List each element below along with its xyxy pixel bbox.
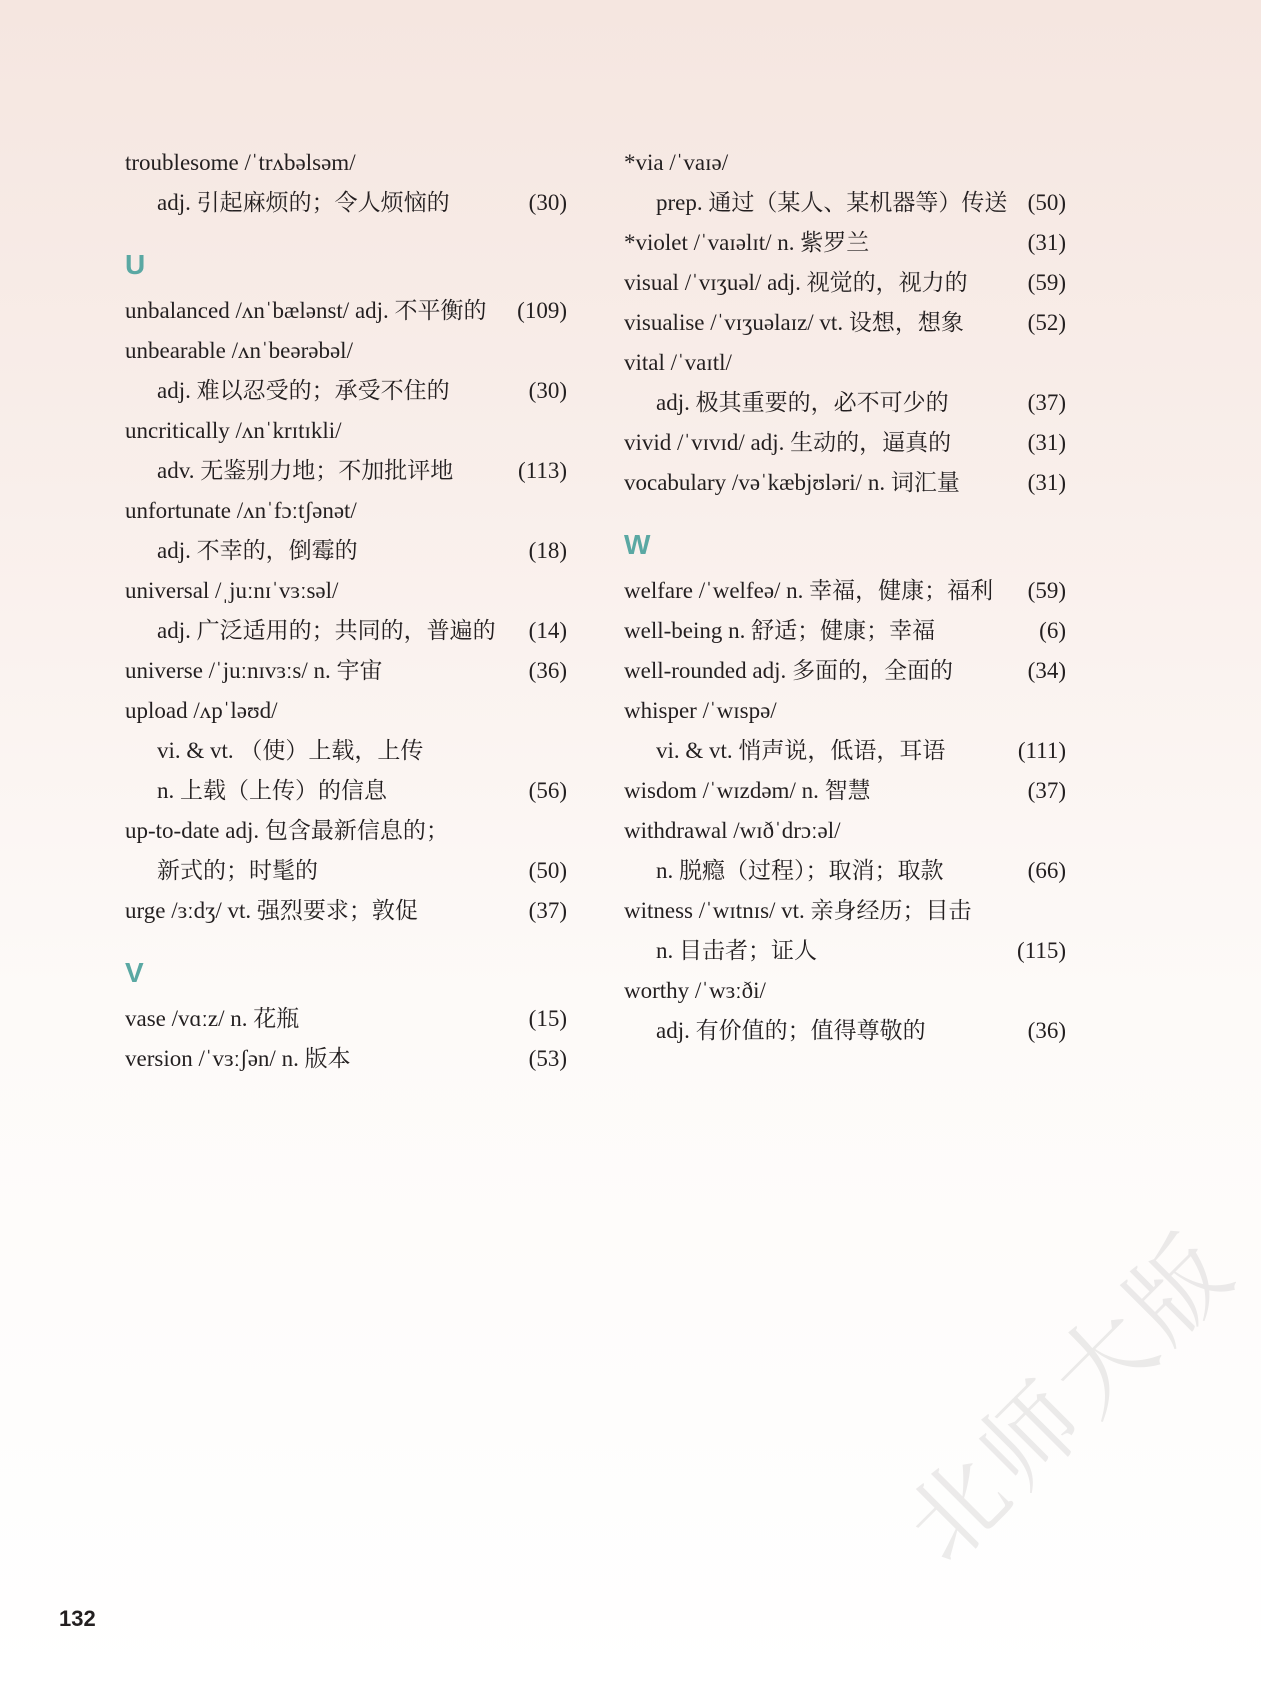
glossary-entry-line (624, 223, 1066, 263)
glossary-entry-line (125, 1039, 567, 1079)
entry-text: universe /ˈjuːnɪvɜːs/ n. 宇宙 (125, 658, 383, 683)
entry-text: up-to-date adj. 包含最新信息的； (125, 818, 449, 843)
page-reference: (52) (1027, 310, 1066, 335)
page-reference: (56) (528, 778, 567, 803)
entry-text: worthy /ˈwɜːði/ (624, 978, 766, 1003)
entry-text: well-being n. 舒适；健康；幸福 (624, 618, 936, 643)
entry-text: wisdom /ˈwɪzdəm/ n. 智慧 (624, 778, 871, 803)
page-reference: (31) (1027, 470, 1066, 495)
glossary-definition-line (624, 383, 1066, 423)
glossary-entry-line (125, 143, 567, 183)
entry-text: welfare /ˈwelfeə/ n. 幸福，健康；福利 (624, 578, 994, 603)
entry-text: *violet /ˈvaɪəlɪt/ n. 紫罗兰 (624, 230, 870, 255)
glossary-definition-line (125, 771, 567, 811)
glossary-entry-line (125, 651, 567, 691)
glossary-entry-line (624, 891, 1066, 931)
entry-text: unbalanced /ʌnˈbælənst/ adj. 不平衡的 (125, 298, 487, 323)
glossary-entry-line (125, 291, 567, 331)
glossary-entry-line (624, 303, 1066, 343)
entry-text: upload /ʌpˈləʊd/ (125, 698, 278, 723)
page-reference: (31) (1027, 430, 1066, 455)
entry-text: adj. 引起麻烦的；令人烦恼的 (157, 190, 450, 215)
glossary-definition-line (624, 1011, 1066, 1051)
glossary-definition-line (125, 531, 567, 571)
page-number: 132 (59, 1606, 96, 1631)
entry-text: whisper /ˈwɪspə/ (624, 698, 777, 723)
glossary-entry-line (624, 811, 1066, 851)
glossary-entry-line (624, 651, 1066, 691)
entry-text: adj. 广泛适用的；共同的，普遍的 (157, 618, 496, 643)
page-reference: (37) (1027, 778, 1066, 803)
entry-text: vocabulary /vəˈkæbjʊləri/ n. 词汇量 (624, 470, 960, 495)
glossary-entry-line (624, 971, 1066, 1011)
entry-text: vi. & vt. 悄声说，低语，耳语 (656, 738, 946, 763)
entry-text: urge /ɜːdʒ/ vt. 强烈要求；敦促 (125, 898, 418, 923)
glossary-entry-line (624, 691, 1066, 731)
entry-text: adj. 极其重要的，必不可少的 (656, 390, 949, 415)
page-reference: (115) (1017, 938, 1066, 963)
glossary-entry-line (624, 771, 1066, 811)
entry-text: visualise /ˈvɪʒuəlaɪz/ vt. 设想，想象 (624, 310, 964, 335)
page-reference: (31) (1027, 230, 1066, 255)
entry-text: adj. 难以忍受的；承受不住的 (157, 378, 450, 403)
page-reference: (59) (1027, 270, 1066, 295)
glossary-definition-line (125, 451, 567, 491)
page-reference: (66) (1027, 858, 1066, 883)
entry-text: adj. 有价值的；值得尊敬的 (656, 1018, 926, 1043)
page-reference: (18) (528, 538, 567, 563)
page-reference: (37) (528, 898, 567, 923)
glossary-right-column (624, 143, 1066, 1051)
entry-text: vi. & vt. （使）上载，上传 (157, 738, 424, 763)
glossary-entry-line (125, 891, 567, 931)
glossary-entry-line (125, 999, 567, 1039)
entry-text: n. 目击者；证人 (656, 938, 817, 963)
entry-text: well-rounded adj. 多面的，全面的 (624, 658, 953, 683)
publisher-watermark: 北师大版 (884, 1209, 1258, 1584)
page-reference: (53) (528, 1046, 567, 1071)
page-reference: (36) (528, 658, 567, 683)
page-reference: (37) (1027, 390, 1066, 415)
page-reference: (36) (1027, 1018, 1066, 1043)
entry-text: n. 上载（上传）的信息 (157, 778, 387, 803)
page-reference: (34) (1027, 658, 1066, 683)
glossary-entry-line (624, 571, 1066, 611)
page-reference: (6) (1039, 618, 1066, 643)
page-reference: (15) (528, 1006, 567, 1031)
page-reference: (111) (1017, 738, 1066, 763)
glossary-entry-line (624, 143, 1066, 183)
glossary-definition-line (125, 611, 567, 651)
glossary-entry-line (624, 263, 1066, 303)
glossary-definition-line (125, 371, 567, 411)
entry-text: prep. 通过（某人、某机器等）传送 (656, 190, 1008, 215)
page-reference: (14) (528, 618, 567, 643)
glossary-definition-line (624, 931, 1066, 971)
page-reference: (30) (528, 190, 567, 215)
glossary-definition-line (125, 731, 567, 771)
entry-text: version /ˈvɜːʃən/ n. 版本 (125, 1046, 351, 1071)
entry-text: universal /ˌjuːnɪˈvɜːsəl/ (125, 578, 339, 603)
entry-text: troublesome /ˈtrʌbəlsəm/ (125, 150, 356, 175)
glossary-entry-line (125, 331, 567, 371)
glossary-definition-line (125, 851, 567, 891)
glossary-entry-line (125, 491, 567, 531)
entry-text: uncritically /ʌnˈkrɪtɪkli/ (125, 418, 342, 443)
glossary-left-column (125, 143, 567, 1079)
entry-text: unfortunate /ʌnˈfɔːtʃənət/ (125, 498, 357, 523)
glossary-definition-line (624, 851, 1066, 891)
glossary-entry-line (125, 811, 567, 851)
page-reference: (50) (1027, 190, 1066, 215)
entry-text: vase /vɑːz/ n. 花瓶 (125, 1006, 300, 1031)
glossary-entry-line (624, 611, 1066, 651)
glossary-entry-line (125, 571, 567, 611)
entry-text: vivid /ˈvɪvɪd/ adj. 生动的，逼真的 (624, 430, 952, 455)
letter-heading: V (125, 957, 144, 988)
letter-heading: W (624, 529, 651, 560)
glossary-entry-line (624, 463, 1066, 503)
glossary-definition-line (624, 183, 1066, 223)
entry-text: unbearable /ʌnˈbeərəbəl/ (125, 338, 353, 363)
entry-text: 新式的；时髦的 (157, 858, 318, 883)
glossary-entry-line (624, 423, 1066, 463)
page-reference: (113) (518, 458, 567, 483)
entry-text: n. 脱瘾（过程）；取消；取款 (656, 858, 944, 883)
glossary-entry-line (125, 691, 567, 731)
entry-text: vital /ˈvaɪtl/ (624, 350, 732, 375)
entry-text: adj. 不幸的，倒霉的 (157, 538, 358, 563)
entry-text: adv. 无鉴别力地；不加批评地 (157, 458, 454, 483)
entry-text: withdrawal /wɪðˈdrɔːəl/ (624, 818, 841, 843)
glossary-definition-line (125, 183, 567, 223)
glossary-definition-line (624, 731, 1066, 771)
letter-heading: U (125, 249, 146, 280)
entry-text: witness /ˈwɪtnɪs/ vt. 亲身经历；目击 (624, 898, 972, 923)
glossary-entry-line (624, 343, 1066, 383)
page-reference: (59) (1027, 578, 1066, 603)
page-reference: (30) (528, 378, 567, 403)
entry-text: *via /ˈvaɪə/ (624, 150, 729, 175)
page-reference: (50) (528, 858, 567, 883)
entry-text: visual /ˈvɪʒuəl/ adj. 视觉的，视力的 (624, 270, 968, 295)
glossary-entry-line (125, 411, 567, 451)
page-reference: (109) (517, 298, 567, 323)
